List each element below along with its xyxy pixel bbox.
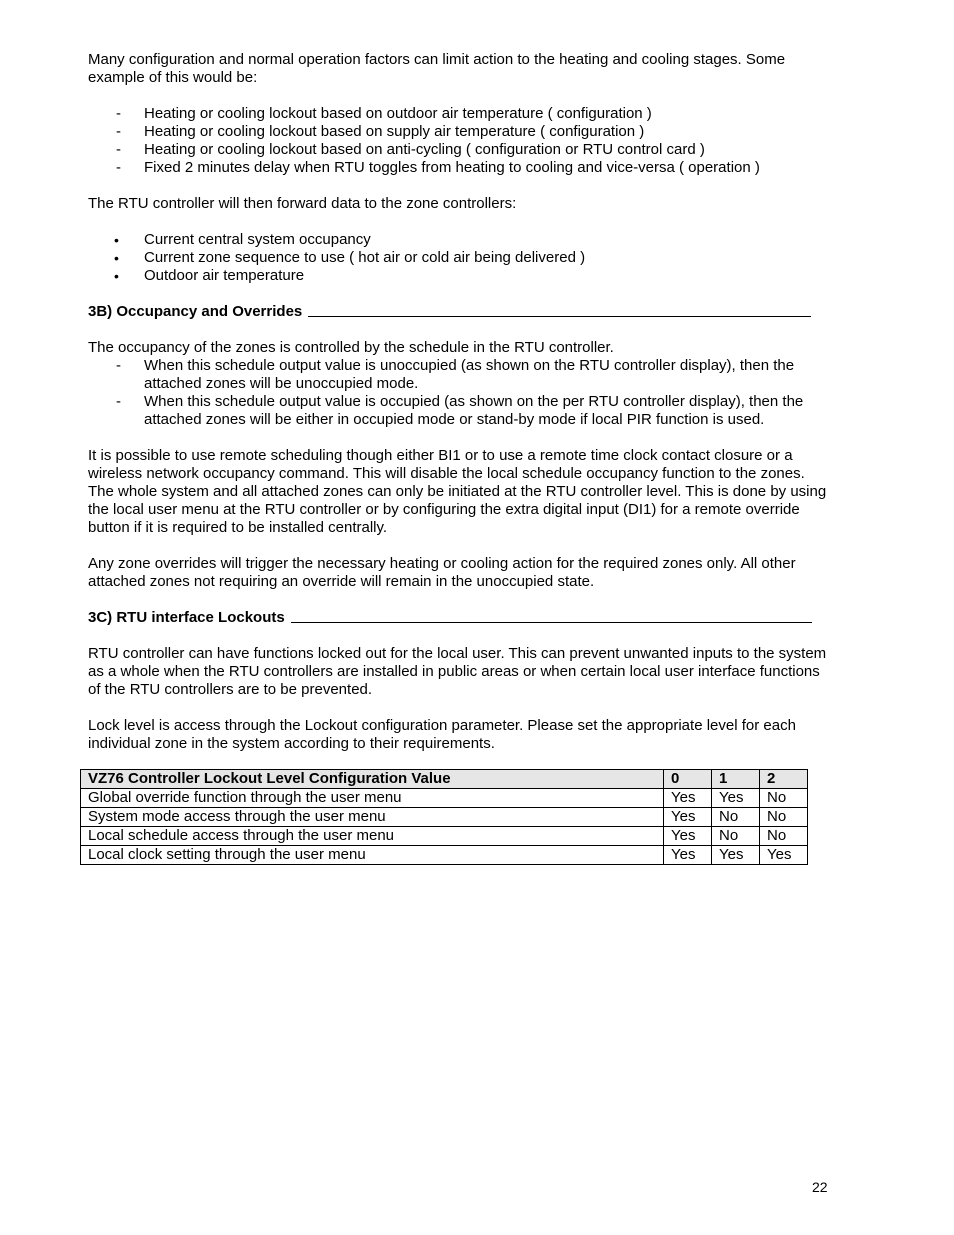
heading-rule (308, 316, 811, 317)
list-item: - Heating or cooling lockout based on anti-cycling ( configuration or RTU control card ) (116, 141, 705, 158)
table-row (81, 846, 808, 865)
zone-overrides-paragraph: Any zone overrides will trigger the necessary heating or cooling action for the required zones only. All other attached zones not requiring an override will remain in the unoccupied state. (88, 555, 796, 590)
table-cell: No (712, 808, 760, 827)
forward-paragraph: The RTU controller will then forward data to the zone controllers: (88, 195, 517, 212)
lockout-paragraph: RTU controller can have functions locked out for the local user. This can prevent unwanted inputs to the system as a whole when the RTU controllers are installed in public areas or when certain local user interface functions of the RTU controllers are to be prevented. (88, 645, 827, 698)
list-item: - Heating or cooling lockout based on supply air temperature ( configuration ) (116, 123, 645, 140)
table-cell: Yes (664, 846, 712, 865)
table-header-row (81, 770, 808, 789)
list-item: - Fixed 2 minutes delay when RTU toggles from heating to cooling and vice-versa ( operation ) (116, 159, 760, 176)
table-cell: Yes (712, 846, 760, 865)
table-cell: Local schedule access through the user menu (81, 827, 664, 846)
table-row (81, 789, 808, 808)
table-header-cell: 2 (760, 770, 808, 789)
schedule-output-list (88, 357, 828, 429)
lockout-factors-list (88, 105, 828, 177)
table-cell: Yes (760, 846, 808, 865)
table-cell: No (760, 808, 808, 827)
table-header-cell: 0 (664, 770, 712, 789)
intro-paragraph: Many configuration and normal operation factors can limit action to the heating and cooling stages. Some example of this would be: (88, 51, 786, 86)
page-number: 22 (812, 1179, 828, 1195)
occupancy-paragraph: The occupancy of the zones is controlled by the schedule in the RTU controller. (88, 339, 614, 356)
table-cell: Yes (664, 789, 712, 808)
table-cell: Yes (664, 808, 712, 827)
table-cell: No (760, 827, 808, 846)
table-header-cell: VZ76 Controller Lockout Level Configuration Value (81, 770, 664, 789)
remote-scheduling-paragraph: It is possible to use remote scheduling though either BI1 or to use a remote time clock contact closure or a wireless network occupancy command. This will disable the local schedule occupancy function to the zones. The whole system and all attached zones can only be initiated at the RTU controller level. This is done by using the local user menu at the RTU controller or by configuring the extra digital input (DI1) for a remote override button if it is required to be installed centrally. (88, 447, 827, 536)
list-item: • Current central system occupancy (114, 231, 371, 248)
section-heading-3c: 3C) RTU interface Lockouts (88, 609, 828, 627)
table-cell: No (712, 827, 760, 846)
table-cell: Yes (712, 789, 760, 808)
table-header-cell: 1 (712, 770, 760, 789)
table-cell: Yes (664, 827, 712, 846)
document-body (88, 51, 828, 753)
table-cell: No (760, 789, 808, 808)
list-item: - When this schedule output value is occupied (as shown on the per RTU controller display), then the attached zones will be either in occupied mode or stand-by mode if local PIR function is used. (116, 393, 804, 428)
table-row (81, 827, 808, 846)
table-cell: Global override function through the user menu (81, 789, 664, 808)
section-heading-3b: 3B) Occupancy and Overrides (88, 303, 828, 321)
heading-rule (291, 622, 812, 623)
list-item: - Heating or cooling lockout based on outdoor air temperature ( configuration ) (116, 105, 652, 122)
list-item: - When this schedule output value is unoccupied (as shown on the RTU controller display), then the attached zones will be unoccupied mode. (116, 357, 795, 392)
table-cell: System mode access through the user menu (81, 808, 664, 827)
list-item: • Current zone sequence to use ( hot air or cold air being delivered ) (114, 249, 586, 266)
table-cell: Local clock setting through the user menu (81, 846, 664, 865)
lock-level-paragraph: Lock level is access through the Lockout configuration parameter. Please set the appropriate level for each individual zone in the system according to their requirements. (88, 717, 796, 752)
forwarded-data-list (88, 231, 828, 285)
lockout-level-table (80, 769, 808, 865)
list-item: • Outdoor air temperature (114, 267, 305, 284)
table-row (81, 808, 808, 827)
